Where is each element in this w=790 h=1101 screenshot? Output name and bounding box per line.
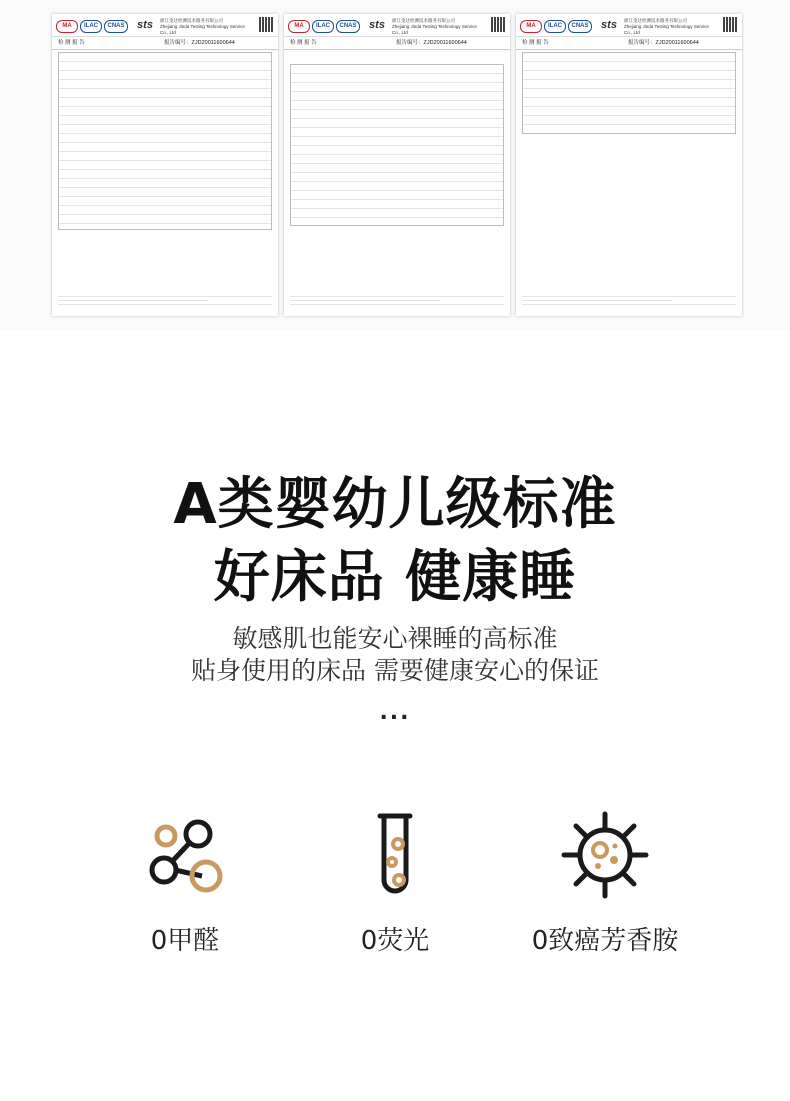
cnas-logo: CNAS (568, 20, 592, 33)
report-table (58, 52, 272, 230)
report-footer (290, 293, 504, 308)
company-name-cn: 浙江金达检测技术服务有限公司 (160, 18, 223, 23)
headline-line-2: 好床品 健康睡 (213, 545, 577, 610)
company-name-en: Zhejiang Jinda Testing Technology Service Co., Ltd (624, 24, 709, 35)
separator-dots: ... (379, 700, 411, 725)
report-footer (58, 293, 272, 308)
report-table (290, 64, 504, 226)
test-reports-strip (0, 0, 790, 330)
report-number: 报告编号：ZJD20011600644 (164, 40, 235, 46)
report-title-bar (284, 37, 510, 50)
qr-code (491, 17, 506, 32)
feature-zero-carcinogenic-amines (505, 810, 705, 957)
company-name-cn: 浙江金达检测技术服务有限公司 (392, 18, 455, 23)
report-header (284, 14, 510, 37)
ilac-logo: ILAC (312, 20, 334, 33)
cnas-logo: CNAS (336, 20, 360, 33)
ma-logo: MA (520, 20, 542, 33)
subtitle-line-1: 敏感肌也能安心裸睡的高标准 (232, 624, 558, 653)
report-number: 报告编号：ZJD20011600644 (628, 40, 699, 46)
report-title-bar (52, 37, 278, 50)
report-title: 检 测 报 告 (290, 40, 317, 46)
subtitle-line-2: 贴身使用的床品 需要健康安心的保证 (191, 656, 599, 685)
test-report-3 (516, 14, 742, 316)
qr-code (259, 17, 274, 32)
qr-code (723, 17, 738, 32)
feature-label: 0荧光 (360, 926, 430, 956)
company-name (160, 18, 252, 36)
molecule-icon (140, 810, 230, 900)
cnas-logo: CNAS (104, 20, 128, 33)
report-header (52, 14, 278, 37)
report-title: 检 测 报 告 (522, 40, 549, 46)
company-name-en: Zhejiang Jinda Testing Technology Service Co., Ltd (160, 24, 245, 35)
report-table (522, 52, 736, 134)
feature-label: 0致癌芳香胺 (531, 926, 679, 956)
company-name (624, 18, 716, 36)
feature-zero-fluorescence (295, 810, 495, 957)
ilac-logo: ILAC (80, 20, 102, 33)
report-number: 报告编号：ZJD20011600644 (396, 40, 467, 46)
sts-logo: sts (137, 19, 153, 31)
company-name-en: Zhejiang Jinda Testing Technology Service Co., Ltd (392, 24, 477, 35)
ilac-logo: ILAC (544, 20, 566, 33)
test-report-2 (284, 14, 510, 316)
ma-logo: MA (56, 20, 78, 33)
sts-logo: sts (601, 19, 617, 31)
feature-zero-formaldehyde (85, 810, 285, 957)
ma-logo: MA (288, 20, 310, 33)
germ-icon (560, 810, 650, 900)
report-title-bar (516, 37, 742, 50)
company-name-cn: 浙江金达检测技术服务有限公司 (624, 18, 687, 23)
company-name (392, 18, 484, 36)
sts-logo: sts (369, 19, 385, 31)
feature-label: 0甲醛 (150, 926, 220, 956)
test-tube-icon (350, 810, 440, 900)
headline-line-1: A类婴幼儿级标准 (173, 472, 617, 537)
report-title: 检 测 报 告 (58, 40, 85, 46)
report-footer (522, 293, 736, 308)
test-report-1 (52, 14, 278, 316)
report-header (516, 14, 742, 37)
